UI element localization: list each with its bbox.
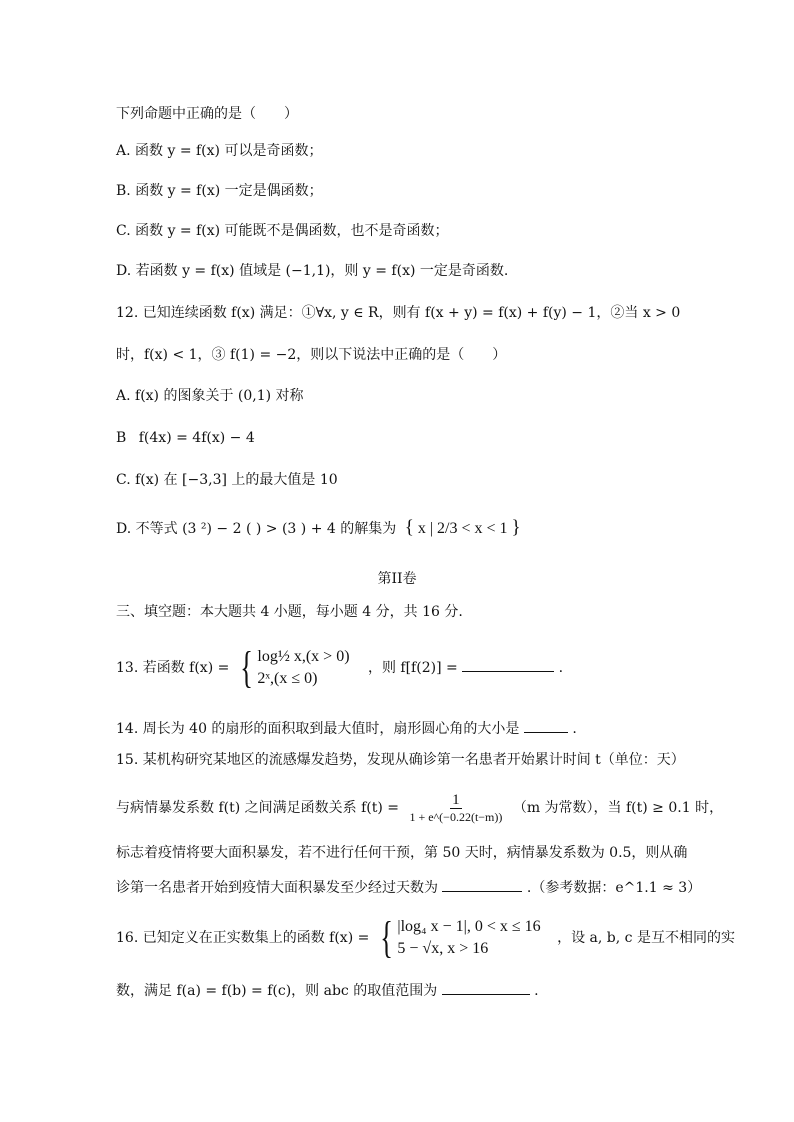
q15-line3: 标志着疫情将要大面积暴发，若不进行任何干预，第 50 天时，病情暴发系数为 0.5，则从确 [116, 845, 688, 861]
q13: 13. 若函数 f(x) = { log½ x,(x > 0) 2ˣ,(x ≤ 0) ，则 f[f(2)] = . [116, 643, 564, 692]
q16-case1: |log₄ x − 1|, 0 < x ≤ 16 [397, 918, 541, 935]
q16-line2a: 数，满足 f(a) = f(b) = f(c)，则 abc 的取值范围为 [116, 983, 438, 999]
q11-option-a: A. 函数 y = f(x) 可以是奇函数； [116, 143, 323, 159]
q14-text: 14. 周长为 40 的扇形的面积取到最大值时，扇形圆心角的大小是 [116, 721, 520, 737]
q12-option-b [116, 428, 255, 448]
q12-option-d-text: D. 不等式 (3 ²) − 2 ( ) > (3 ) + 4 的解集为 [116, 521, 397, 537]
q15-line4b: .（参考数据：e^1.1 ≈ 3） [526, 880, 702, 896]
q15-answer-blank[interactable] [442, 877, 522, 892]
q11-option-c: C. 函数 y = f(x) 可能既不是偶函数，也不是奇函数； [116, 223, 449, 239]
q13-label: 13. 若函数 f(x) = [116, 660, 230, 676]
q16: 16. 已知定义在正实数集上的函数 f(x) = { |log₄ x − 1|, 0 < x ≤ 16 5 − √x, x > 16 ，设 a, b, c 是互不相同的实 [116, 913, 735, 962]
q15-line2b: （m 为常数），当 f(t) ≥ 0.1 时， [512, 800, 724, 816]
q15-frac-den: 1 + e^(−0.22(t−m)) [409, 809, 503, 824]
q13-case2: 2ˣ,(x ≤ 0) [257, 670, 318, 687]
q12-option-b-label: B [116, 430, 127, 446]
q16-line2: 数，满足 f(a) = f(b) = f(c)，则 abc 的取值范围为 . [116, 980, 539, 1001]
q16-answer-blank[interactable] [442, 980, 530, 995]
q12-line1: 12. 已知连续函数 f(x) 满足：①∀x, y ∈ R，则有 f(x + y) = f(x) + f(y) − 1，②当 x > 0 [116, 305, 681, 321]
q12-option-d: D. 不等式 (3 ²) − 2 ( ) > (3 ) + 4 的解集为 { x | 2/3 < x < 1 } [116, 517, 521, 538]
q13-ask: ，则 f[f(2)] = [367, 660, 458, 676]
q15-line4 [116, 877, 701, 898]
q11-option-d: D. 若函数 y = f(x) 值域是 (−1,1)，则 y = f(x) 一定是奇函数. [116, 263, 509, 279]
q15-frac-num: 1 [452, 791, 460, 808]
q13-answer-blank[interactable] [462, 657, 554, 672]
q16-after: ，设 a, b, c 是互不相同的实 [557, 930, 735, 946]
q11-option-b: B. 函数 y = f(x) 一定是偶函数； [116, 183, 323, 199]
q15-line4a: 诊第一名患者开始到疫情大面积暴发至少经过天数为 [116, 880, 438, 896]
section-title: 第II卷 [377, 571, 417, 587]
q15-line2a: 与病情暴发系数 f(t) 之间满足函数关系 f(t) = [116, 800, 399, 816]
q12-option-d-set: x | 2/3 < x < 1 [417, 520, 508, 537]
q16-label: 16. 已知定义在正实数集上的函数 f(x) = [116, 930, 370, 946]
q12-option-b-formula: f(4x) = 4f(x) − 4 [138, 430, 255, 446]
q13-case1: log½ x,(x > 0) [257, 648, 350, 665]
q12-option-c: C. f(x) 在 [−3,3] 上的最大值是 10 [116, 472, 338, 488]
q15-line1: 15. 某机构研究某地区的流感爆发趋势，发现从确诊第一名患者开始累计时间 t（单位：天） [116, 752, 685, 768]
section-heading: 三、填空题：本大题共 4 小题，每小题 4 分，共 16 分. [116, 604, 463, 620]
q16-case2: 5 − √x, x > 16 [397, 940, 489, 957]
q14-answer-blank[interactable] [524, 718, 568, 733]
q14: 14. 周长为 40 的扇形的面积取到最大值时，扇形圆心角的大小是 . [116, 718, 577, 739]
q12-option-a: A. f(x) 的图象关于 (0,1) 对称 [116, 388, 304, 404]
q15-line2 [116, 786, 723, 830]
q12-line2: 时，f(x) < 1，③ f(1) = −2，则以下说法中正确的是（ ） [116, 347, 507, 363]
q11-stem: 下列命题中正确的是（ ） [116, 106, 298, 122]
